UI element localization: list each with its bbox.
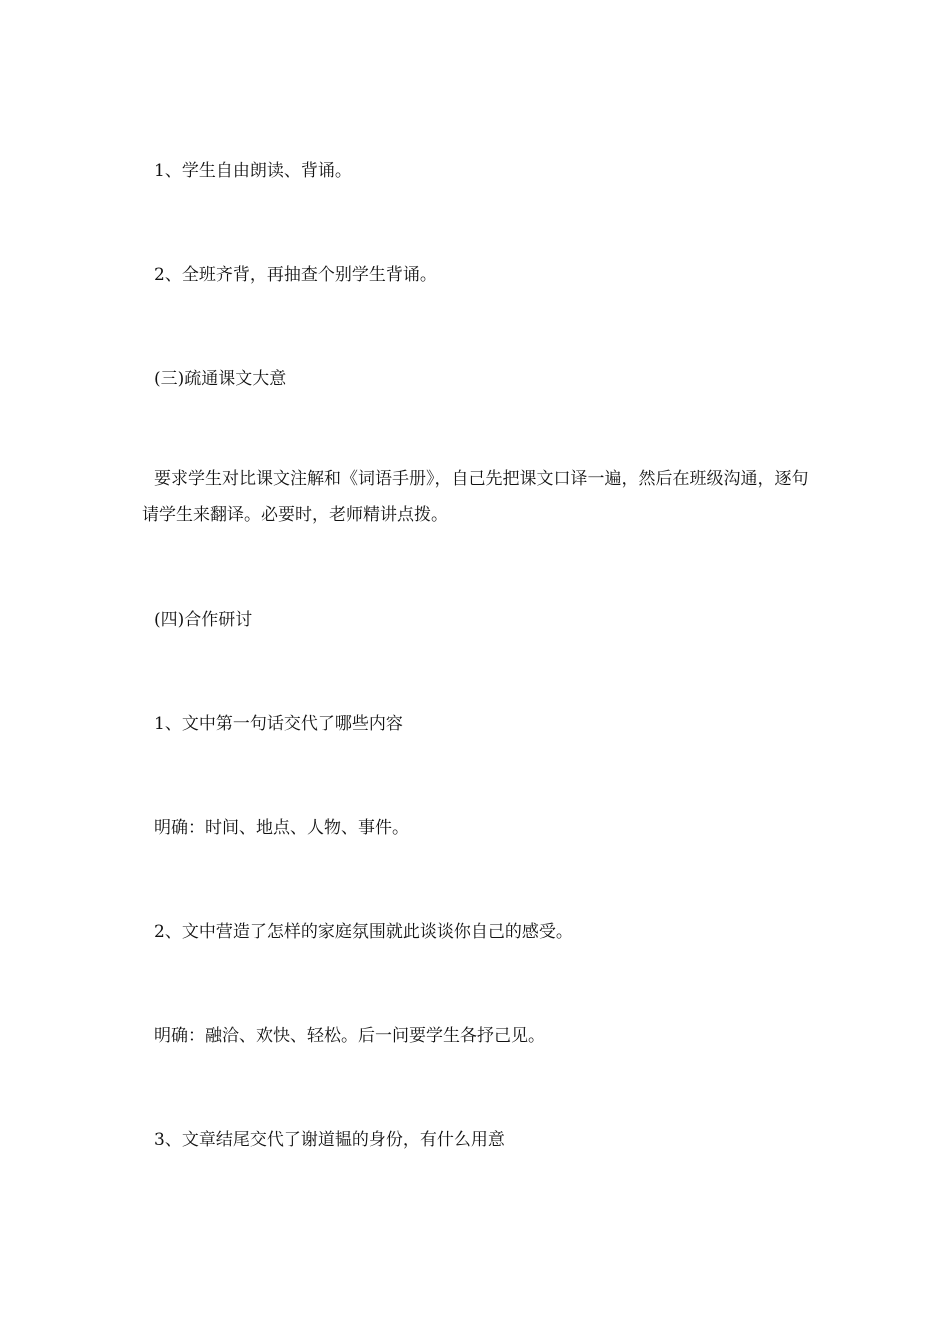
section-heading-3: (三)疏通课文大意 <box>154 369 287 389</box>
section-heading-4: (四)合作研讨 <box>154 610 253 630</box>
answer-1: 明确：时间、地点、人物、事件。 <box>154 818 409 838</box>
question-2: 2、文中营造了怎样的家庭氛围就此谈谈你自己的感受。 <box>154 922 573 942</box>
question-3: 3、文章结尾交代了谢道韫的身份，有什么用意 <box>154 1130 505 1150</box>
paragraph-4: 要求学生对比课文注解和《词语手册》，自己先把课文口译一遍，然后在班级沟通，逐句请学生来翻译。必要时，老师精讲点拨。 <box>142 469 809 525</box>
answer-2: 明确：融洽、欢快、轻松。后一问要学生各抒己见。 <box>154 1026 545 1046</box>
paragraph-1: 1、学生自由朗读、背诵。 <box>154 161 352 181</box>
question-1: 1、文中第一句话交代了哪些内容 <box>154 714 403 734</box>
paragraph-2: 2、全班齐背，再抽查个别学生背诵。 <box>154 265 437 285</box>
